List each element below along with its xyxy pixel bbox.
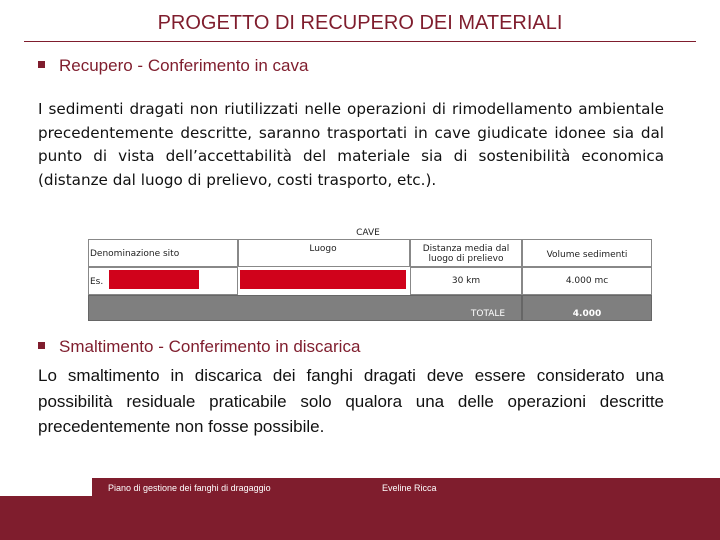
- header-place: Luogo: [309, 244, 337, 254]
- footer-author: Eveline Ricca: [382, 483, 437, 493]
- table-group-header-cell: [238, 227, 652, 239]
- total-value: 4.000: [572, 309, 602, 319]
- cave-table: [88, 227, 652, 321]
- row-distance: 30 km: [451, 276, 481, 286]
- section2-heading: Smaltimento - Conferimento in discarica: [59, 337, 361, 356]
- redacted-site-name: [109, 270, 199, 289]
- footer-bar: [0, 496, 720, 540]
- total-label: TOTALE: [470, 309, 506, 319]
- section1-heading-row: [38, 56, 308, 76]
- square-bullet-icon: [38, 342, 45, 349]
- header-site: Denominazione sito: [90, 249, 180, 259]
- section2-heading-row: [38, 337, 360, 357]
- row-volume: 4.000 mc: [565, 276, 609, 286]
- total-label-cell: [88, 295, 522, 321]
- section1-paragraph: I sedimenti dragati non riutilizzati nelle operazioni di rimodellamento ambientale precedentemente descritte, saranno trasportati in cave giudicate idonee sia dal punto di vista dell’accettabilità del materiale sia di sostenibilità economica (distanze dal luogo di prelievo, costi trasporto, etc.).: [38, 100, 664, 189]
- table-group-header: CAVE: [356, 228, 380, 238]
- slide-title: PROGETTO DI RECUPERO DEI MATERIALI: [157, 12, 563, 34]
- section2-paragraph: Lo smaltimento in discarica dei fanghi dragati deve essere considerato una possibilità residuale praticabile solo qualora una delle operazioni descritte precedentemente non fosse possibile.: [38, 366, 664, 436]
- footer-left-text: Piano di gestione dei fanghi di dragaggio: [108, 483, 271, 493]
- square-bullet-icon: [38, 61, 45, 68]
- header-distance: Distanza media dal luogo di prelievo: [422, 244, 510, 264]
- title-divider: [24, 41, 696, 42]
- section1-heading: Recupero - Conferimento in cava: [59, 56, 309, 75]
- row-site: Es.: [90, 277, 104, 287]
- redacted-place-name: [240, 270, 406, 289]
- header-volume: Volume sedimenti: [546, 250, 628, 260]
